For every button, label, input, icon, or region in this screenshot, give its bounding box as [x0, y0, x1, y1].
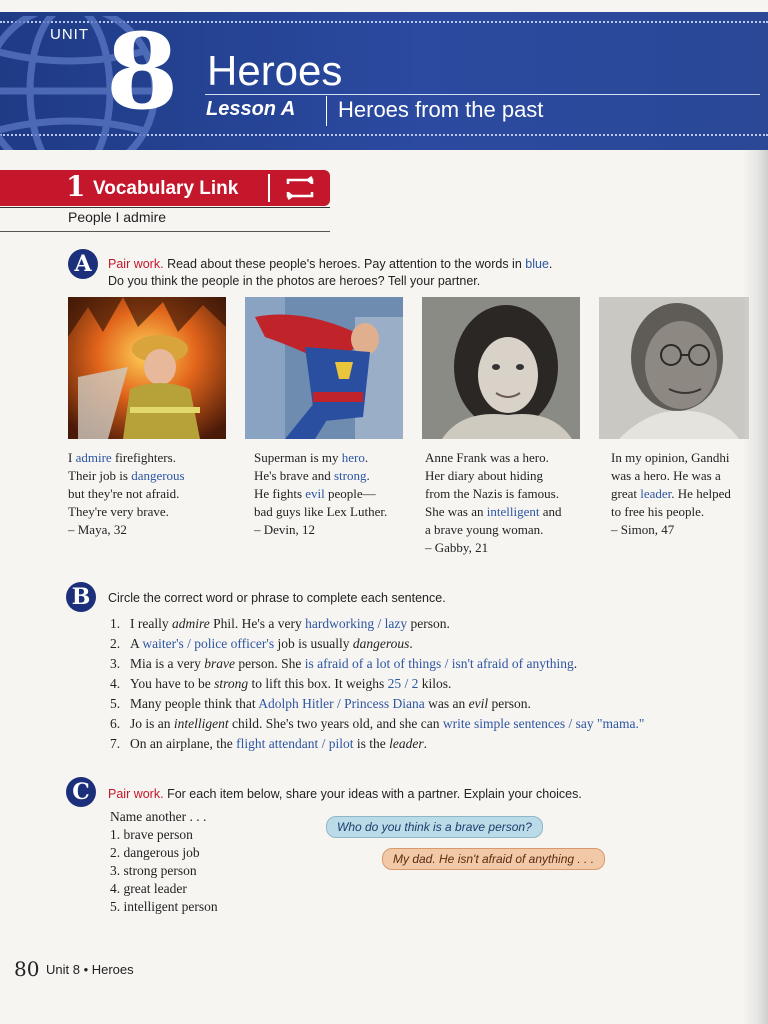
- sentence-item: [110, 614, 644, 634]
- caption-text: Her diary about hiding: [425, 468, 544, 483]
- section-number: 1: [66, 170, 86, 203]
- unit-title: Heroes: [207, 47, 343, 94]
- caption-text: He's brave and: [254, 468, 334, 483]
- vocab-word: dangerous: [131, 468, 185, 483]
- sentence-text: A: [130, 636, 143, 651]
- caption-text: They're very brave.: [68, 504, 169, 519]
- sentence-text: Mia is a very: [130, 656, 205, 671]
- vocab-word: intelligent: [486, 504, 540, 519]
- item-number: 7.: [110, 736, 121, 751]
- caption-devin: [254, 449, 387, 539]
- caption-text: bad guys like Lex Luther.: [254, 504, 388, 519]
- caption-text: She was an: [425, 504, 487, 519]
- lesson-rule: [205, 94, 760, 95]
- sentence-text: Many people think that: [130, 696, 259, 711]
- vocab-word: admire: [75, 450, 112, 465]
- answer-choices[interactable]: flight attendant / pilot: [236, 736, 354, 751]
- caption-line: [611, 503, 731, 521]
- photo-anne-frank: [422, 297, 580, 439]
- vocab-word: hero: [341, 450, 365, 465]
- sentence-text: was an: [424, 696, 469, 711]
- list-item: 1. brave person: [110, 827, 193, 842]
- caption-text: – Gabby, 21: [425, 540, 489, 555]
- caption-text: .: [364, 450, 369, 465]
- sentence-text: person. She: [234, 656, 305, 671]
- photo-gandhi: [599, 297, 749, 439]
- name-another-label: Name another . . .: [110, 809, 207, 824]
- caption-text: Their job is: [68, 468, 132, 483]
- caption-line: [425, 503, 562, 521]
- caption-line: [425, 467, 562, 485]
- caption-text: .: [366, 468, 370, 483]
- caption-text: He fights: [254, 486, 306, 501]
- caption-text: – Simon, 47: [611, 522, 675, 537]
- photo-firefighter: [68, 297, 226, 439]
- caption-gabby: [425, 449, 562, 557]
- caption-line: [611, 521, 731, 539]
- caption-text: a brave young woman.: [425, 522, 544, 537]
- list-item: 4. great leader: [110, 881, 187, 896]
- caption-text: I: [68, 450, 76, 465]
- unit-label: UNIT: [50, 26, 89, 43]
- part-a-instruction: [108, 256, 552, 290]
- caption-simon: [611, 449, 731, 539]
- sentence-text: Jo is an: [130, 716, 174, 731]
- item-number: 6.: [110, 716, 121, 731]
- part-a-line1: Read about these people's heroes. Pay attention to the words in: [167, 257, 522, 271]
- section-vocabulary-link-header: [0, 170, 330, 206]
- vocab-word: evil: [305, 486, 325, 501]
- caption-line: [425, 521, 562, 539]
- sentence-text: kilos.: [418, 676, 452, 691]
- section-divider: [268, 174, 270, 202]
- sentence-text: On an airplane, the: [130, 736, 237, 751]
- caption-text: Superman is my: [254, 450, 342, 465]
- page-spine-shadow: [742, 150, 768, 1024]
- caption-line: [425, 539, 562, 557]
- part-a-badge: A: [68, 249, 98, 279]
- sentence-text: .: [409, 636, 413, 651]
- vocab-word: strong: [333, 468, 367, 483]
- part-c-badge: C: [66, 777, 96, 807]
- sentence-text: You have to be: [130, 676, 215, 691]
- page-number: 80: [14, 957, 40, 981]
- caption-text: from the Nazis is famous.: [425, 486, 559, 501]
- italic-word: dangerous: [352, 636, 410, 651]
- caption-line: [254, 521, 387, 539]
- sentence-item: [110, 714, 644, 734]
- footer-text: Unit 8 • Heroes: [46, 962, 134, 977]
- sentence-item: [110, 634, 644, 654]
- speech-bubble-question: Who do you think is a brave person?: [326, 816, 543, 838]
- caption-text: and: [539, 504, 562, 519]
- answer-choices[interactable]: Adolph Hitler / Princess Diana: [258, 696, 425, 711]
- sentence-item: [110, 654, 644, 674]
- caption-line: [68, 485, 185, 503]
- part-c-item-list: [110, 808, 218, 916]
- caption-line: [254, 467, 387, 485]
- blue-word: blue: [525, 257, 549, 271]
- caption-text: to free his people.: [611, 504, 705, 519]
- caption-line: [68, 521, 185, 539]
- unit-banner: [0, 12, 768, 150]
- lesson-divider: [326, 96, 327, 126]
- firefighter-image: [68, 297, 226, 439]
- part-b-badge: B: [66, 582, 96, 612]
- sentence-text: .: [423, 736, 427, 751]
- sentence-text: to lift this box. It weighs: [248, 676, 388, 691]
- caption-line: [68, 503, 185, 521]
- caption-line: [254, 485, 387, 503]
- item-number: 4.: [110, 676, 121, 691]
- speech-bubble-answer: My dad. He isn't afraid of anything . . .: [382, 848, 605, 870]
- answer-choices[interactable]: write simple sentences / say "mama.": [442, 716, 645, 731]
- part-b-sentence-list: [110, 614, 644, 754]
- caption-maya: [68, 449, 185, 539]
- part-c-text: For each item below, share your ideas with a partner. Explain your choices.: [167, 787, 582, 801]
- caption-text: great: [611, 486, 641, 501]
- photo-superman: [245, 297, 403, 439]
- sentence-text: person.: [488, 696, 531, 711]
- sentence-text: child. She's two years old, and she can: [228, 716, 443, 731]
- superman-image: [245, 297, 403, 439]
- caption-line: [611, 449, 731, 467]
- pair-work-label: Pair work.: [108, 257, 164, 271]
- caption-text: – Maya, 32: [68, 522, 127, 537]
- part-b-instruction: Circle the correct word or phrase to complete each sentence.: [108, 591, 446, 605]
- caption-line: [425, 485, 562, 503]
- answer-choices[interactable]: is afraid of a lot of things / isn't afraid of anything: [304, 656, 574, 671]
- sentence-item: [110, 734, 644, 754]
- pair-work-label-c: Pair work.: [108, 787, 164, 801]
- italic-word: brave: [204, 656, 235, 671]
- italic-word: strong: [214, 676, 249, 691]
- item-number: 1.: [110, 616, 121, 631]
- sentence-text: I really: [130, 616, 172, 631]
- sentence-item: [110, 694, 644, 714]
- caption-text: Anne Frank was a hero.: [425, 450, 549, 465]
- caption-line: [611, 467, 731, 485]
- item-number: 2.: [110, 636, 121, 651]
- subtitle-rule: [0, 231, 330, 232]
- caption-line: [254, 449, 387, 467]
- part-c-instruction: [108, 786, 582, 803]
- caption-text: was a hero. He was a: [611, 468, 721, 483]
- lesson-label: Lesson A: [206, 98, 296, 120]
- section-subtitle: People I admire: [68, 209, 167, 225]
- answer-choices[interactable]: waiter's / police officer's: [142, 636, 275, 651]
- italic-word: leader: [389, 736, 424, 751]
- caption-line: [611, 485, 731, 503]
- section-rule: [0, 207, 330, 208]
- caption-text: people—: [324, 486, 376, 501]
- part-a-line1-end: .: [548, 257, 553, 271]
- caption-line: [425, 449, 562, 467]
- italic-word: admire: [171, 616, 210, 631]
- list-item: 2. dangerous job: [110, 845, 200, 860]
- audio-loop-icon: [282, 176, 318, 200]
- sentence-text: is the: [353, 736, 390, 751]
- lesson-title: Heroes from the past: [338, 97, 544, 122]
- caption-text: but they're not afraid.: [68, 486, 180, 501]
- answer-choices[interactable]: hardworking / lazy: [305, 616, 408, 631]
- caption-line: [254, 503, 387, 521]
- vocab-word: leader: [640, 486, 672, 501]
- list-item: 5. intelligent person: [110, 899, 218, 914]
- section-label: Vocabulary Link: [93, 178, 239, 199]
- caption-line: [68, 467, 185, 485]
- gandhi-image: [599, 297, 749, 439]
- part-a-line2: Do you think the people in the photos are heroes? Tell your partner.: [108, 274, 481, 288]
- sentence-item: [110, 674, 644, 694]
- caption-text: In my opinion, Gandhi: [611, 450, 730, 465]
- item-number: 3.: [110, 656, 121, 671]
- caption-text: firefighters.: [111, 450, 176, 465]
- sentence-text: person.: [407, 616, 450, 631]
- list-item: 3. strong person: [110, 863, 197, 878]
- italic-word: evil: [468, 696, 489, 711]
- unit-number: 8: [106, 12, 179, 133]
- caption-text: . He helped: [671, 486, 731, 501]
- italic-word: intelligent: [173, 716, 229, 731]
- caption-text: – Devin, 12: [254, 522, 316, 537]
- anne-frank-image: [422, 297, 580, 439]
- sentence-text: Phil. He's a very: [209, 616, 306, 631]
- sentence-text: job is usually: [274, 636, 353, 651]
- item-number: 5.: [110, 696, 121, 711]
- answer-choices[interactable]: 25 / 2: [387, 676, 419, 691]
- caption-line: [68, 449, 185, 467]
- sentence-text: .: [573, 656, 578, 671]
